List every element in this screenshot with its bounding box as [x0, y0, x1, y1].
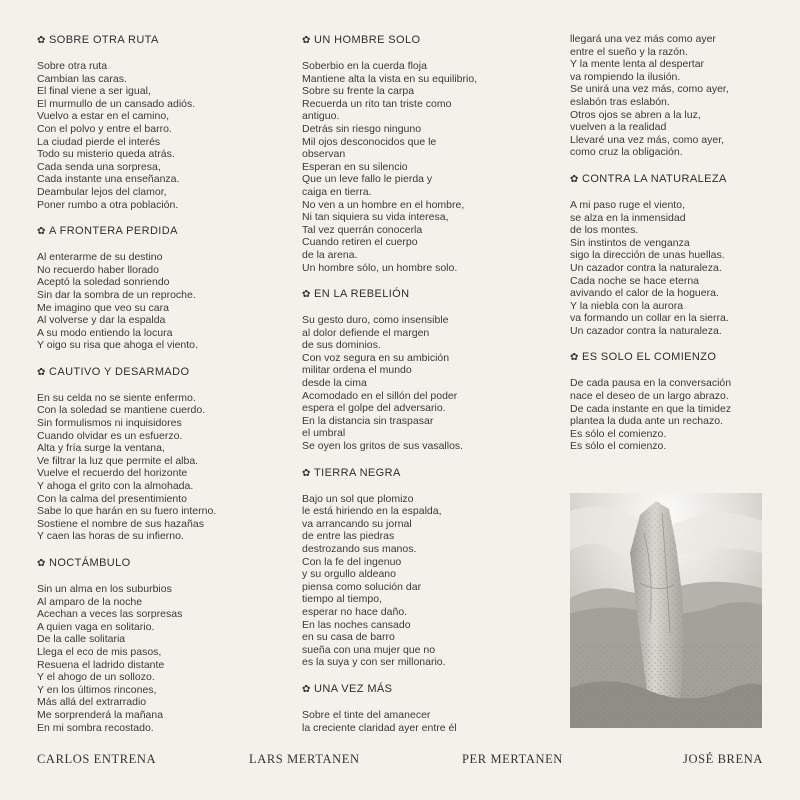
- poem-line: Al enterarme de su destino: [37, 251, 163, 264]
- poem-line: la creciente claridad ayer entre él: [302, 721, 457, 734]
- poem-title-text: ES SOLO EL COMIENZO: [582, 351, 717, 364]
- poem-line: se alza en la inmensidad: [570, 211, 686, 224]
- poem-line: Cuando olvidar es un esfuerzo.: [37, 429, 183, 442]
- poem-title: [302, 682, 542, 697]
- poem-line: Cada instante una enseñanza.: [37, 173, 180, 186]
- poem: [570, 350, 770, 453]
- poem-line: sigo la dirección de unas huellas.: [570, 249, 725, 262]
- poem-line: Tal vez querrán conocerla: [302, 223, 423, 236]
- poem-line: espera el golpe del adversario.: [302, 402, 446, 415]
- poem-line: Con la fe del ingenuo: [302, 555, 402, 568]
- poem: [570, 172, 770, 338]
- poem-title: [37, 33, 277, 48]
- poem-line: le está hiriendo en la espalda,: [302, 505, 442, 518]
- poem-title-text: NOCTÁMBULO: [49, 557, 131, 569]
- poem-title-text: CONTRA LA NATURALEZA: [582, 172, 727, 185]
- poem-line: En mi sombra recostado.: [37, 721, 154, 734]
- poem-line: En su celda no se siente enfermo.: [37, 391, 196, 404]
- poem-line: Bajo un sol que plomizo: [302, 492, 414, 505]
- poem-line: va rompiendo la ilusión.: [570, 70, 681, 83]
- credits: [0, 752, 800, 772]
- poem-line: de la arena.: [302, 248, 358, 261]
- poem: [570, 33, 770, 159]
- poem-title: [570, 172, 770, 187]
- poem: [37, 224, 277, 352]
- asterisk-flower-icon: ✿: [302, 35, 311, 46]
- poem-line: De cada pausa en la conversación: [570, 377, 732, 390]
- poem: [302, 682, 542, 734]
- poem-line: Y el ahogo de un sollozo.: [37, 671, 155, 684]
- poem-line: en su casa de barro: [302, 631, 395, 644]
- poem-line: Un cazador contra la naturaleza.: [570, 261, 722, 274]
- poem-line: al dolor defiende el margen: [302, 326, 430, 339]
- poem-line: Sobre su frente la carpa: [302, 85, 415, 98]
- poem-line: Ve filtrar la luz que permite el alba.: [37, 454, 199, 467]
- poem-line: piensa como solución dar: [302, 580, 422, 593]
- poem-line: llegará una vez más como ayer: [570, 33, 716, 45]
- poem-line: el umbral: [302, 427, 346, 440]
- poem-line: Llevaré una vez más, como ayer,: [570, 133, 725, 146]
- poem-line: tiempo al tiempo,: [302, 593, 382, 606]
- poem-line: Al amparo de la noche: [37, 595, 143, 608]
- poem-line: avivando el calor de la hoguera.: [570, 287, 719, 300]
- poem-line: va arrancando su jornal: [302, 517, 412, 530]
- poem-line: y su orgullo aldeano: [302, 568, 396, 581]
- poem-line: Todo su misterio queda atrás.: [37, 148, 175, 161]
- poem-line: Un hombre sólo, un hombre solo.: [302, 261, 458, 274]
- poem: [302, 466, 542, 669]
- poem-line: desde la cima: [302, 377, 367, 390]
- poem-line: Y oigo su risa que ahoga el viento.: [37, 339, 198, 352]
- poem-line: Con el polvo y entre el barro.: [37, 122, 172, 135]
- poem: [37, 556, 277, 734]
- poem-line: Y en los últimos rincones,: [37, 683, 157, 696]
- poem-line: Resuena el ladrido distante: [37, 658, 165, 671]
- poem-line: de sus dominios.: [302, 339, 381, 352]
- poem-line: Recuerda un rito tan triste como: [302, 97, 452, 110]
- poem-line: Un cazador contra la naturaleza.: [570, 324, 722, 337]
- poem-line: Sabe lo que harán en su fuero interno.: [37, 505, 217, 518]
- poem-line: como cruz la obligación.: [570, 146, 683, 159]
- poem: [37, 365, 277, 543]
- poem-line: De la calle solitaria: [37, 633, 126, 646]
- poem-line: va formando un collar en la sierra.: [570, 312, 729, 325]
- poem-title: [37, 365, 277, 380]
- asterisk-flower-icon: ✿: [302, 289, 311, 301]
- poem: [37, 33, 277, 211]
- poem-line: Poner rumbo a otra población.: [37, 198, 179, 211]
- poem-title: [37, 224, 277, 239]
- poem-line: Con la soledad se mantiene cuerdo.: [37, 404, 206, 417]
- poem-line: Su gesto duro, como insensible: [302, 314, 449, 327]
- poem-title-text: UNA VEZ MÁS: [314, 682, 393, 695]
- poem-line: Con la calma del presentimiento: [37, 492, 187, 505]
- poem-title-text: CAUTIVO Y DESARMADO: [49, 365, 190, 378]
- poem-line: Llega el eco de mis pasos,: [37, 645, 162, 658]
- poem-line: Es sólo el comienzo.: [570, 440, 667, 453]
- poem-line: Y ahoga el grito con la almohada.: [37, 480, 194, 493]
- poem-line: caiga en tierra.: [302, 185, 372, 198]
- poem-title: [302, 466, 542, 481]
- asterisk-flower-icon: ✿: [302, 683, 311, 695]
- poem-line: Sobre el tinte del amanecer: [302, 708, 431, 721]
- poem-line: Cambian las caras.: [37, 72, 127, 85]
- poem-line: Deambular lejos del clamor,: [37, 185, 167, 198]
- poem-line: Se unirá una vez más, como ayer,: [570, 83, 729, 96]
- poem-title: [570, 350, 770, 365]
- asterisk-flower-icon: ✿: [37, 558, 46, 569]
- poem-line: esperar no hace daño.: [302, 605, 408, 618]
- credit-jose-brena: JOSÉ BRENA: [683, 752, 763, 766]
- credit-carlos-entrena: CARLOS ENTRENA: [37, 752, 157, 766]
- poem-line: Aceptó la soledad sonriendo: [37, 276, 170, 289]
- poem-line: Alta y fría surge la ventana,: [37, 442, 165, 455]
- poem-line: Ni tan siquiera su vida interesa,: [302, 211, 449, 224]
- poem-title-text: UN HOMBRE SOLO: [314, 34, 421, 46]
- poem-title: [302, 33, 542, 48]
- asterisk-flower-icon: ✿: [37, 226, 46, 238]
- poem-line: es la suya y con ser millonario.: [302, 656, 446, 669]
- asterisk-flower-icon: ✿: [37, 35, 46, 46]
- poem-title-text: SOBRE OTRA RUTA: [49, 34, 159, 46]
- poem-line: De cada instante en que la timidez: [570, 402, 732, 415]
- poem-line: Con voz segura en su ambición: [302, 351, 450, 364]
- poem-line: Que un leve fallo le pierda y: [302, 173, 433, 186]
- poem-line: Vuelve el recuerdo del horizonte: [37, 467, 188, 480]
- poem-line: entre el sueño y la razón.: [570, 45, 688, 58]
- asterisk-flower-icon: ✿: [570, 173, 579, 185]
- poem-line: Cada senda una sorpresa,: [37, 160, 161, 173]
- asterisk-flower-icon: ✿: [570, 352, 579, 364]
- poem-line: Cada noche se hace eterna: [570, 274, 700, 287]
- poem-line: eslabón tras eslabón.: [570, 95, 670, 108]
- poem-line: Sin instintos de venganza: [570, 236, 690, 249]
- poem-line: Sobre otra ruta: [37, 60, 108, 72]
- poem-line: Acomodado en el sillón del poder: [302, 389, 458, 402]
- poem-line: Se oyen los gritos de sus vasallos.: [302, 440, 464, 453]
- poem-line: Me imagino que veo su cara: [37, 301, 169, 314]
- poem-line: La ciudad pierde el interés: [37, 135, 161, 148]
- poem-line: Esperan en su silencio: [302, 160, 408, 173]
- poem-title-text: TIERRA NEGRA: [314, 466, 401, 479]
- poem-title: [302, 287, 542, 302]
- poem-line: El final viene a ser igual,: [37, 85, 151, 98]
- poem-line: Vuelvo a estar en el camino,: [37, 110, 170, 123]
- poem-line: Soberbio en la cuerda floja: [302, 60, 427, 72]
- poem-line: En las noches cansado: [302, 618, 411, 631]
- poem-line: Sin un alma en los suburbios: [37, 583, 172, 595]
- poem-line: destrozando sus manos.: [302, 543, 417, 555]
- poem-title: [37, 556, 277, 571]
- poem-line: observan: [302, 148, 346, 161]
- poem-line: Otros ojos se abren a la luz,: [570, 108, 701, 121]
- poem-line: vuelven a la realidad: [570, 121, 667, 134]
- poem-line: No recuerdo haber llorado: [37, 263, 159, 276]
- column-3-poems: [570, 33, 770, 453]
- poem-line: Detrás sin riesgo ninguno: [302, 122, 422, 135]
- poem-line: Sostiene el nombre de sus hazañas: [37, 517, 204, 530]
- column-1: [37, 33, 277, 747]
- poem-line: Sin dar la sombra de un reproche.: [37, 288, 196, 301]
- credit-lars-mertanen: LARS MERTANEN: [249, 752, 360, 766]
- poem-line: militar ordena el mundo: [302, 364, 412, 377]
- poem-line: de los montes.: [570, 224, 639, 237]
- poem-title-text: A FRONTERA PERDIDA: [49, 225, 178, 238]
- poem-line: Cuando retiren el cuerpo: [302, 236, 418, 249]
- poem-line: Y la niebla con la aurora: [570, 299, 684, 312]
- poem-line: El murmullo de un cansado adiós.: [37, 97, 196, 110]
- poem-title-text: EN LA REBELIÓN: [314, 288, 410, 301]
- poem-line: Mantiene alta la vista en su equilibrio,: [302, 72, 478, 85]
- poem-line: Al volverse y dar la espalda: [37, 314, 166, 327]
- credit-per-mertanen: PER MERTANEN: [462, 752, 563, 766]
- poem: [302, 33, 542, 274]
- poem-line: de entre las piedras: [302, 530, 395, 543]
- asterisk-flower-icon: ✿: [302, 467, 311, 479]
- poem-line: Es sólo el comienzo.: [570, 427, 667, 440]
- asterisk-flower-icon: ✿: [37, 366, 46, 378]
- poem-line: A su modo entiendo la locura: [37, 326, 173, 339]
- standing-stone-photo: [570, 493, 762, 728]
- poem-line: Sin formulismos ni inquisidores: [37, 417, 182, 430]
- poem-line: Acechan a veces las sorpresas: [37, 608, 183, 621]
- poem-line: Me sorprenderá la mañana: [37, 708, 164, 721]
- poem-line: antiguo.: [302, 110, 340, 123]
- poem-line: Y caen las horas de su infierno.: [37, 530, 184, 543]
- poem-line: plantea la duda ante un rechazo.: [570, 415, 723, 428]
- column-2: [302, 33, 542, 747]
- poem-line: A mi paso ruge el viento,: [570, 198, 685, 211]
- poem-line: A quien vaga en solitario.: [37, 620, 155, 633]
- poem-line: En la distancia sin traspasar: [302, 414, 434, 427]
- poem-line: No ven a un hombre en el hombre,: [302, 198, 465, 211]
- poem-line: Más allá del extrarradio: [37, 696, 147, 709]
- poem-line: sueña con una mujer que no: [302, 643, 436, 656]
- column-3: [570, 33, 770, 728]
- poem-line: Y la mente lenta al despertar: [570, 58, 705, 71]
- poem: [302, 287, 542, 453]
- poem-line: nace el deseo de un largo abrazo.: [570, 390, 729, 403]
- poem-line: Mil ojos desconocidos que le: [302, 135, 437, 148]
